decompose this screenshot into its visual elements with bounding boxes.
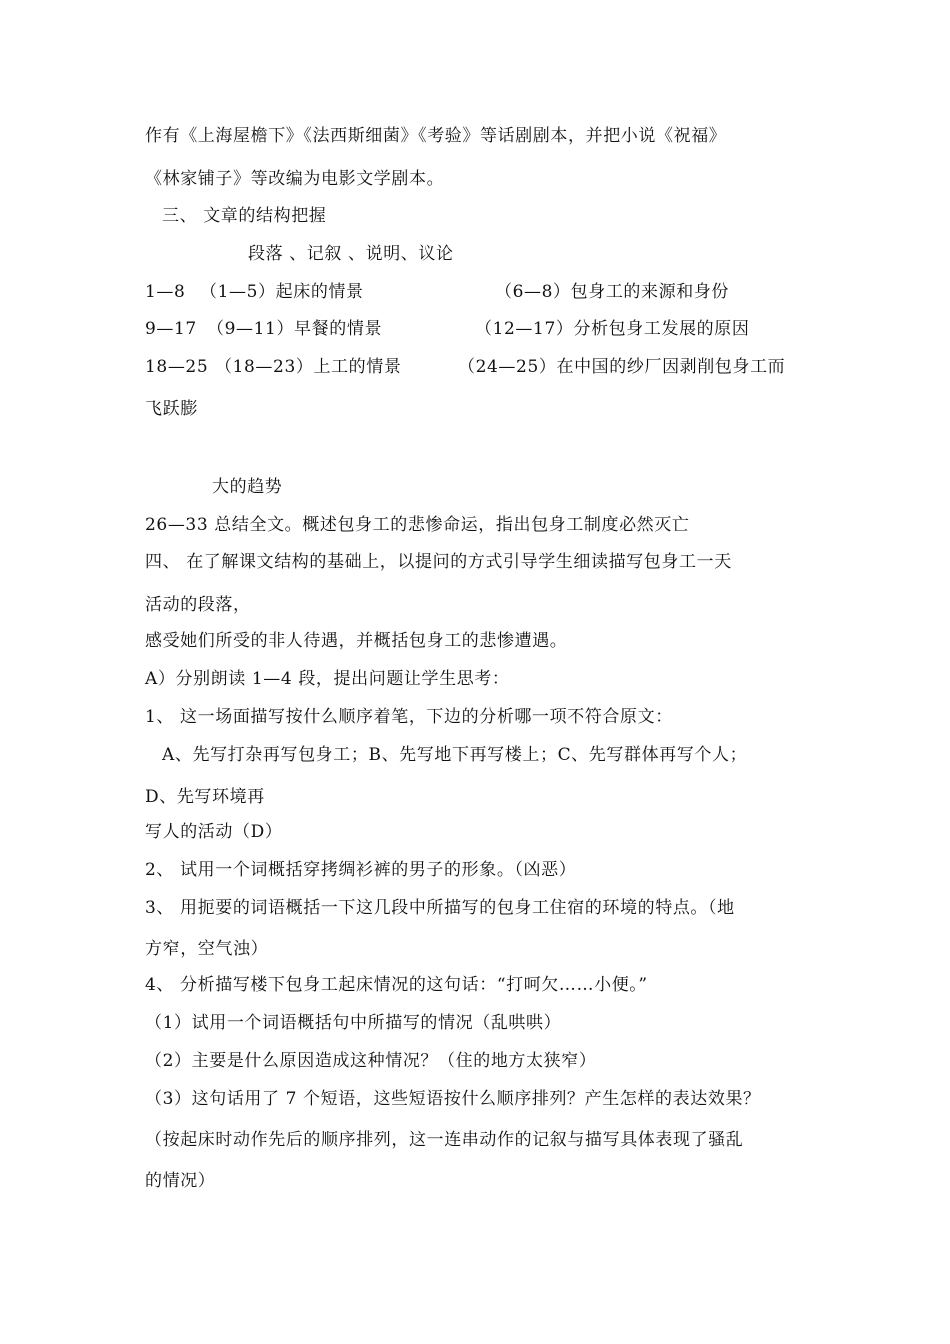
question-1: 1、 这一场面描写按什么顺序着笔，下边的分析哪一项不符合原文： bbox=[145, 707, 673, 727]
row-narration: （18—23）上工的情景 bbox=[215, 357, 402, 377]
row-narration: （9—11）早餐的情景 bbox=[207, 319, 383, 339]
row-paragraphs: 1—8 bbox=[145, 282, 186, 302]
question-3-cont: 方窄，空气浊） bbox=[145, 939, 269, 959]
question-1-option-d-cont: 写人的活动（D） bbox=[145, 822, 283, 842]
question-4-sub-3: （3）这句话用了 7 个短语，这些短语按什么顺序排列？产生怎样的表达效果？ bbox=[145, 1089, 761, 1109]
question-4: 4、 分析描写楼下包身工起床情况的这句话：“打呵欠……小便。” bbox=[145, 975, 648, 995]
row-explanation: （12—17）分析包身工发展的原因 bbox=[475, 319, 750, 339]
question-4-answer-cont: 的情况） bbox=[145, 1171, 216, 1191]
conclusion-row: 26—33 总结全文。概述包身工的悲惨命运，指出包身工制度必然灭亡 bbox=[145, 515, 690, 535]
section-three-heading: 三、 文章的结构把握 bbox=[162, 206, 327, 226]
section-four-line-3: 感受她们所受的非人待遇，并概括包身工的悲惨遭遇。 bbox=[145, 631, 568, 651]
question-3: 3、 用扼要的词语概括一下这几段中所描写的包身工住宿的环境的特点。（地 bbox=[145, 898, 735, 918]
row-continuation: 大的趋势 bbox=[212, 477, 283, 497]
question-1-option-d: D、先写环境再 bbox=[145, 787, 265, 807]
question-4-sub-2: （2）主要是什么原因造成这种情况？（住的地方太狭窄） bbox=[145, 1051, 597, 1071]
structure-header: 段落 、记叙 、说明、议论 bbox=[248, 244, 454, 264]
row-narration: （1—5）起床的情景 bbox=[200, 282, 364, 302]
intro-line-1: 作有《上海屋檐下》《法西斯细菌》《考验》等话剧剧本，并把小说《祝福》 bbox=[145, 126, 727, 146]
section-four-line-1: 四、 在了解课文结构的基础上，以提问的方式引导学生细读描写包身工一天 bbox=[145, 552, 732, 572]
row-wrap: 飞跃膨 bbox=[145, 399, 198, 419]
question-4-answer: （按起床时动作先后的顺序排列，这一连串动作的记叙与描写具体表现了骚乱 bbox=[145, 1130, 744, 1150]
row-paragraphs: 18—25 bbox=[145, 357, 209, 377]
row-paragraphs: 9—17 bbox=[145, 319, 197, 339]
question-4-sub-1: （1）试用一个词语概括句中所描写的情况（乱哄哄） bbox=[145, 1013, 562, 1033]
question-2: 2、 试用一个词概括穿拷绸衫裤的男子的形象。（凶恶） bbox=[145, 860, 577, 880]
question-1-options: A、先写打杂再写包身工；B、先写地下再写楼上；C、先写群体再写个人； bbox=[162, 745, 748, 765]
part-a-heading: A）分别朗读 1—4 段，提出问题让学生思考： bbox=[145, 669, 510, 689]
row-explanation: （24—25）在中国的纱厂因剥削包身工而 bbox=[458, 357, 786, 377]
intro-line-2: 《林家铺子》等改编为电影文学剧本。 bbox=[145, 169, 445, 189]
row-explanation: （6—8）包身工的来源和身份 bbox=[495, 282, 730, 302]
section-four-line-2: 活动的段落， bbox=[145, 595, 251, 615]
